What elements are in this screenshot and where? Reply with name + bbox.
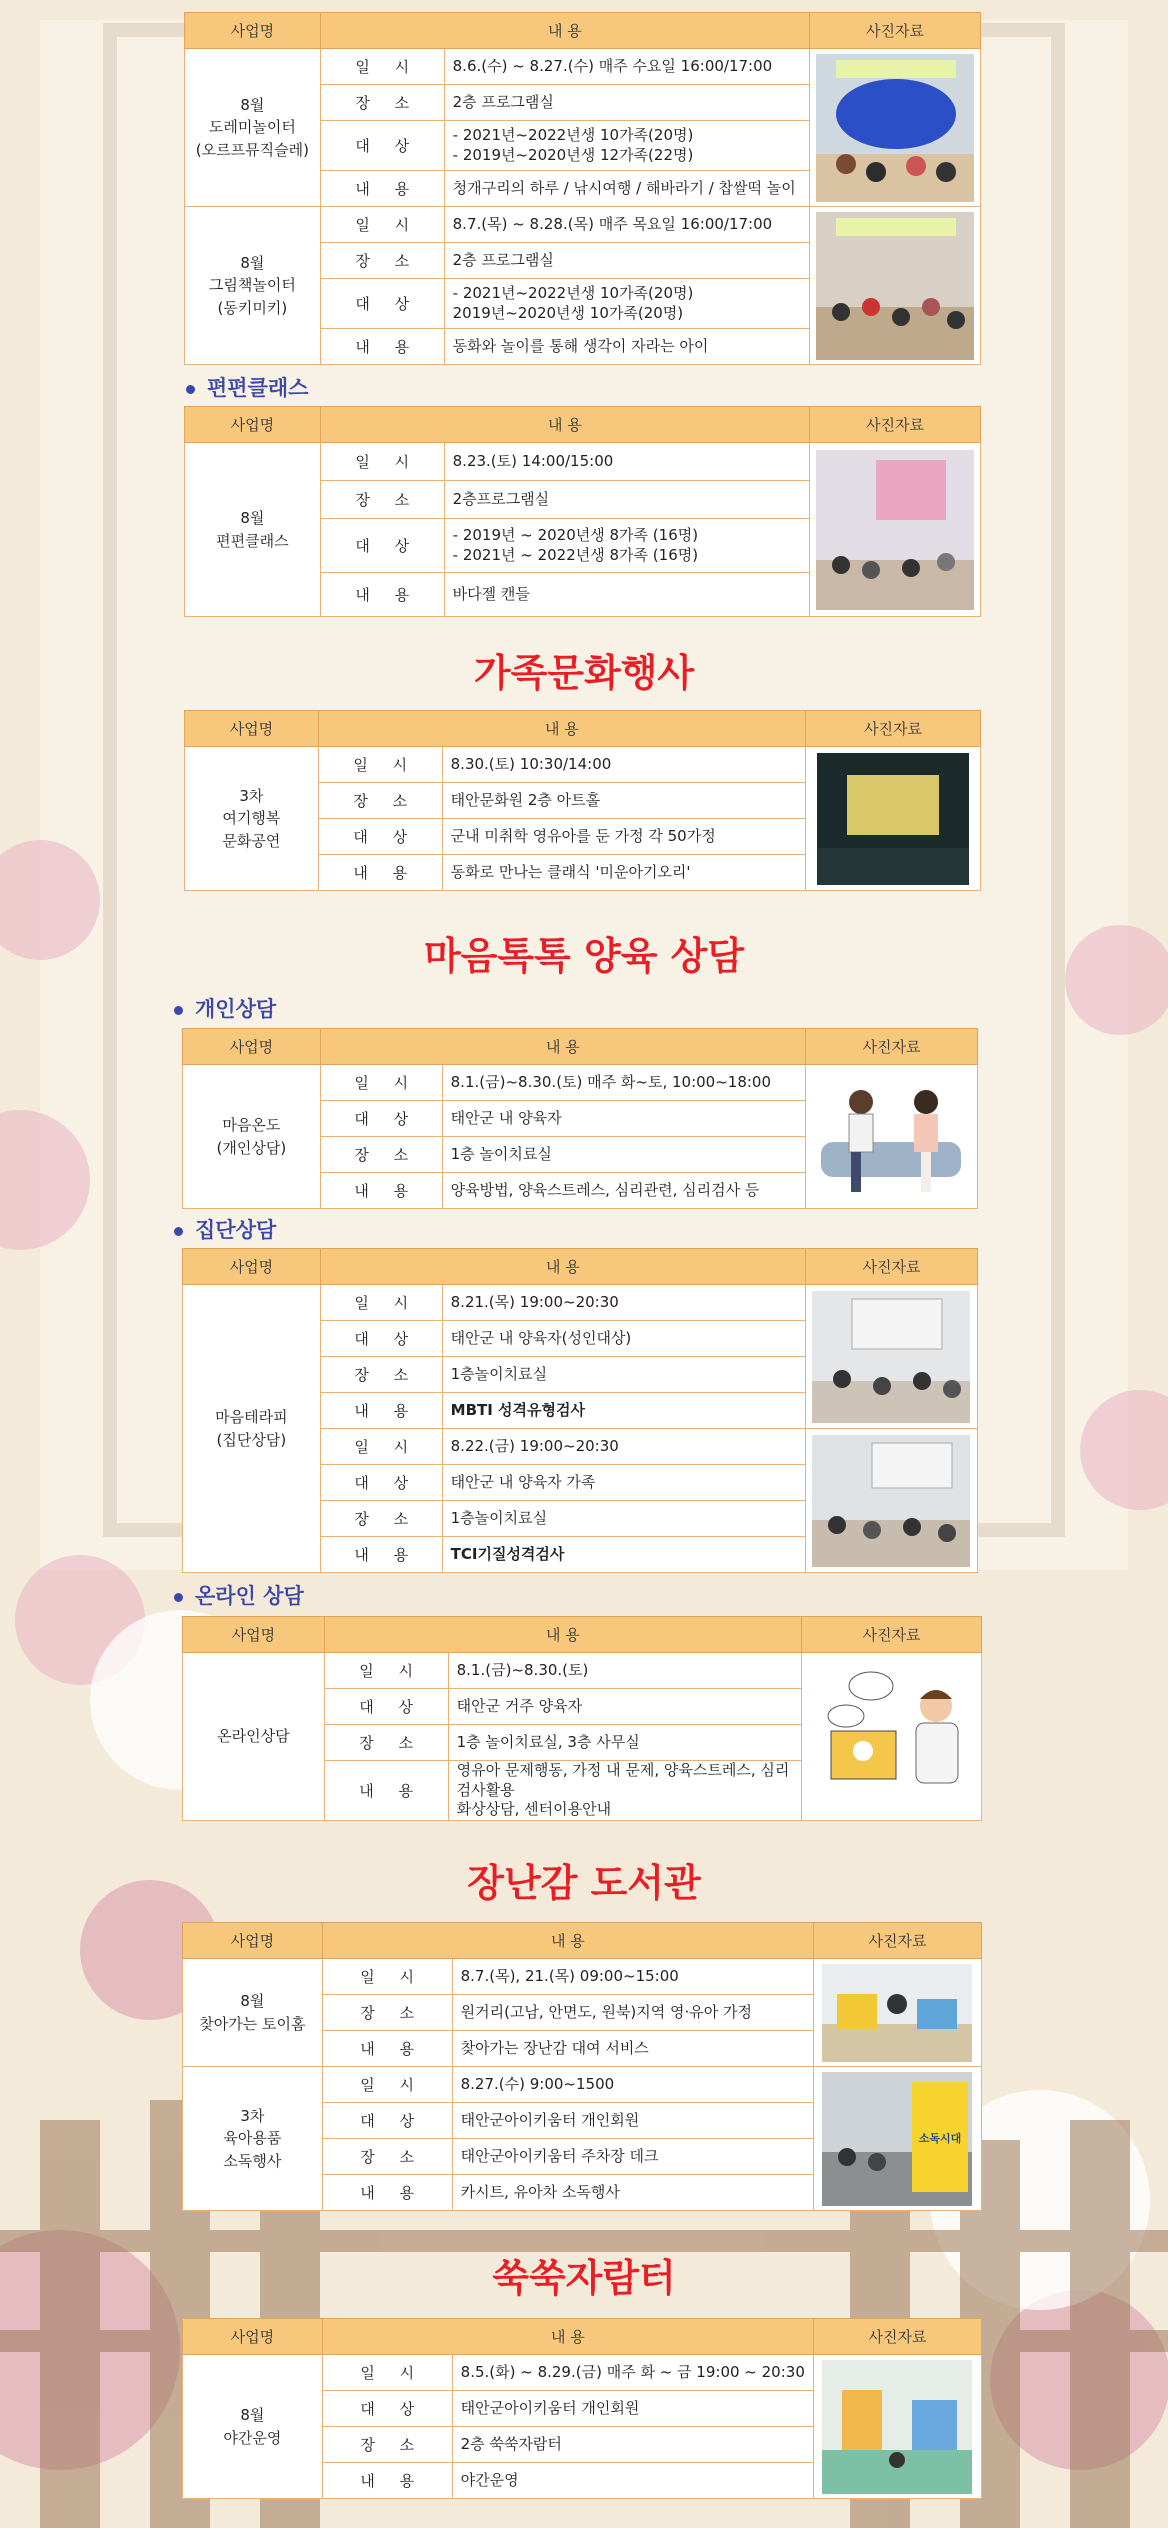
label-place: 장 소 xyxy=(320,1357,442,1393)
activity-photo-icon xyxy=(816,212,974,360)
value-place: 1층 놀이치료실 xyxy=(442,1137,805,1173)
label-date: 일 시 xyxy=(320,1065,442,1101)
value-place: 원거리(고남, 안면도, 원북)지역 영·유아 가정 xyxy=(452,1995,813,2031)
label-target: 대 상 xyxy=(320,1321,442,1357)
label-content: 내 용 xyxy=(320,1393,442,1429)
header-name: 사업명 xyxy=(183,1923,323,1959)
value-place: 1층 놀이치료실, 3층 사무실 xyxy=(448,1725,801,1761)
header-content: 내 용 xyxy=(320,13,809,49)
program-table-3 xyxy=(184,710,981,891)
activity-photo-icon xyxy=(812,1291,970,1423)
label-place: 장 소 xyxy=(320,85,444,121)
label-place: 장 소 xyxy=(322,2139,452,2175)
label-date: 일 시 xyxy=(324,1653,448,1689)
header-content: 내 용 xyxy=(320,1029,805,1065)
value-target: 태안군 내 양육자 가족 xyxy=(442,1465,805,1501)
label-content: 내 용 xyxy=(322,2175,452,2211)
program-name: 8월 도레미놀이터 (오르프뮤직슬레) xyxy=(185,49,321,207)
header-name: 사업명 xyxy=(183,2319,323,2355)
label-date: 일 시 xyxy=(320,49,444,85)
toy-delivery-photo-icon xyxy=(822,1964,972,2062)
photo-cell xyxy=(813,2067,981,2211)
value-date: 8.1.(금)~8.30.(토) xyxy=(448,1653,801,1689)
section-subtitle: 집단상담 xyxy=(195,1218,277,1242)
value-place: 1층놀이치료실 xyxy=(442,1357,805,1393)
header-photo: 사진자료 xyxy=(813,2319,981,2355)
value-date: 8.27.(수) 9:00~1500 xyxy=(452,2067,813,2103)
header-photo: 사진자료 xyxy=(809,407,980,443)
header-photo: 사진자료 xyxy=(813,1923,981,1959)
label-date: 일 시 xyxy=(322,2067,452,2103)
value-content: 카시트, 유아차 소독행사 xyxy=(452,2175,813,2211)
label-date: 일 시 xyxy=(318,747,442,783)
photo-cell xyxy=(809,49,980,207)
section-bullet xyxy=(174,993,276,1023)
photo-cell xyxy=(805,1429,977,1573)
program-table-5 xyxy=(182,1248,978,1573)
photo-cell xyxy=(801,1653,981,1821)
program-name: 8월 그림책놀이터 (동키미키) xyxy=(185,207,321,365)
value-content: 바다젤 캔들 xyxy=(444,573,809,617)
value-place: 2층 프로그램실 xyxy=(444,85,809,121)
bullet-dot-icon xyxy=(174,1006,183,1015)
value-place: 2층 쑥쑥자람터 xyxy=(452,2427,813,2463)
label-content: 내 용 xyxy=(320,1537,442,1573)
value-content: 찾아가는 장난감 대여 서비스 xyxy=(452,2031,813,2067)
value-target: 태안군 거주 양육자 xyxy=(448,1689,801,1725)
label-content: 내 용 xyxy=(320,329,444,365)
value-content: MBTI 성격유형검사 xyxy=(442,1393,805,1429)
value-content: TCI기질성격검사 xyxy=(442,1537,805,1573)
label-target: 대 상 xyxy=(318,819,442,855)
header-content: 내 용 xyxy=(324,1617,801,1653)
value-content: 영유아 문제행동, 가정 내 문제, 양육스트레스, 심리검사활용 화상상담, 센터이용안내 xyxy=(448,1761,801,1821)
program-table-4 xyxy=(182,1028,978,1209)
program-table-2 xyxy=(184,406,981,617)
bullet-dot-icon xyxy=(174,1227,183,1236)
photo-cell xyxy=(805,1065,977,1209)
section-bullet xyxy=(174,1214,276,1244)
label-target: 대 상 xyxy=(322,2103,452,2139)
program-table-8 xyxy=(182,2318,982,2499)
header-name: 사업명 xyxy=(185,13,321,49)
label-date: 일 시 xyxy=(320,1285,442,1321)
value-place: 태안군아이키움터 주차장 데크 xyxy=(452,2139,813,2175)
label-target: 대 상 xyxy=(324,1689,448,1725)
header-photo: 사진자료 xyxy=(801,1617,981,1653)
label-target: 대 상 xyxy=(320,519,444,573)
program-table-7 xyxy=(182,1922,982,2211)
header-content: 내 용 xyxy=(318,711,805,747)
label-content: 내 용 xyxy=(322,2463,452,2499)
value-place: 2층 프로그램실 xyxy=(444,243,809,279)
program-name: 마음테라피 (집단상담) xyxy=(183,1285,321,1573)
label-date: 일 시 xyxy=(322,1959,452,1995)
sterilization-sign: 소독시대 xyxy=(919,2131,962,2145)
activity-photo-icon xyxy=(812,1435,970,1567)
label-target: 대 상 xyxy=(320,1465,442,1501)
value-content: 동화와 놀이를 통해 생각이 자라는 아이 xyxy=(444,329,809,365)
value-target: 태안군아이키움터 개인회원 xyxy=(452,2103,813,2139)
header-content: 내 용 xyxy=(322,2319,813,2355)
label-date: 일 시 xyxy=(320,443,444,481)
value-target: - 2021년~2022년생 10가족(20명) 2019년~2020년생 10가족(20명) xyxy=(444,279,809,329)
photo-cell xyxy=(809,443,980,617)
header-name: 사업명 xyxy=(185,407,321,443)
photo-cell xyxy=(813,1959,981,2067)
stage-photo-icon xyxy=(817,753,969,885)
label-content: 내 용 xyxy=(320,1173,442,1209)
playroom-photo-icon xyxy=(822,2360,972,2494)
value-date: 8.21.(목) 19:00~20:30 xyxy=(442,1285,805,1321)
program-name: 온라인상담 xyxy=(183,1653,325,1821)
label-date: 일 시 xyxy=(320,1429,442,1465)
label-content: 내 용 xyxy=(324,1761,448,1821)
program-table-6 xyxy=(182,1616,982,1821)
photo-cell xyxy=(809,207,980,365)
header-content: 내 용 xyxy=(322,1923,813,1959)
header-photo: 사진자료 xyxy=(805,1249,977,1285)
value-target: 태안군아이키움터 개인회원 xyxy=(452,2391,813,2427)
section-bullet xyxy=(186,372,308,402)
program-name: 8월 찾아가는 토이홈 xyxy=(183,1959,323,2067)
header-content: 내 용 xyxy=(320,407,809,443)
label-target: 대 상 xyxy=(320,279,444,329)
label-content: 내 용 xyxy=(322,2031,452,2067)
value-date: 8.5.(화) ~ 8.29.(금) 매주 화 ~ 금 19:00 ~ 20:30 xyxy=(452,2355,813,2391)
program-name: 8월 야간운영 xyxy=(183,2355,323,2499)
program-table-1 xyxy=(184,12,981,365)
value-content: 청개구리의 하루 / 낚시여행 / 해바라기 / 찹쌀떡 놀이 xyxy=(444,171,809,207)
label-date: 일 시 xyxy=(320,207,444,243)
photo-cell xyxy=(806,747,981,891)
program-name: 3차 육아용품 소독행사 xyxy=(183,2067,323,2211)
value-date: 8.23.(토) 14:00/15:00 xyxy=(444,443,809,481)
section-bullet xyxy=(174,1580,304,1610)
section-title: 장난감 도서관 xyxy=(467,1861,701,1905)
header-name: 사업명 xyxy=(183,1617,325,1653)
program-name: 마음온도 (개인상담) xyxy=(183,1065,321,1209)
label-place: 장 소 xyxy=(322,1995,452,2031)
program-name: 8월 편편클래스 xyxy=(185,443,321,617)
online-counseling-illustration-icon xyxy=(811,1661,971,1811)
value-date: 8.6.(수) ~ 8.27.(수) 매주 수요일 16:00/17:00 xyxy=(444,49,809,85)
value-date: 8.30.(토) 10:30/14:00 xyxy=(442,747,805,783)
value-target: - 2021년~2022년생 10가족(20명) - 2019년~2020년생 12가족(22명) xyxy=(444,121,809,171)
label-place: 장 소 xyxy=(320,481,444,519)
photo-cell xyxy=(805,1285,977,1429)
value-target: 태안군 내 양육자(성인대상) xyxy=(442,1321,805,1357)
label-place: 장 소 xyxy=(324,1725,448,1761)
value-target: 군내 미취학 영유아를 둔 가정 각 50가정 xyxy=(442,819,805,855)
bullet-dot-icon xyxy=(174,1593,183,1602)
label-content: 내 용 xyxy=(318,855,442,891)
label-date: 일 시 xyxy=(322,2355,452,2391)
label-place: 장 소 xyxy=(320,243,444,279)
header-photo: 사진자료 xyxy=(805,1029,977,1065)
label-place: 장 소 xyxy=(320,1137,442,1173)
header-photo: 사진자료 xyxy=(806,711,981,747)
value-target: - 2019년 ~ 2020년생 8가족 (16명) - 2021년 ~ 2022년생 8가족 (16명) xyxy=(444,519,809,573)
value-content: 야간운영 xyxy=(452,2463,813,2499)
label-place: 장 소 xyxy=(320,1501,442,1537)
value-content: 동화로 만나는 클래식 '미운아기오리' xyxy=(442,855,805,891)
header-name: 사업명 xyxy=(183,1029,321,1065)
label-content: 내 용 xyxy=(320,171,444,207)
label-content: 내 용 xyxy=(320,573,444,617)
section-title: 가족문화행사 xyxy=(473,651,695,695)
photo-cell xyxy=(813,2355,981,2499)
label-place: 장 소 xyxy=(318,783,442,819)
value-date: 8.1.(금)~8.30.(토) 매주 화~토, 10:00~18:00 xyxy=(442,1065,805,1101)
label-target: 대 상 xyxy=(320,121,444,171)
sterilization-event-photo-icon xyxy=(822,2072,972,2206)
counseling-illustration-icon xyxy=(811,1072,971,1202)
value-place: 1층놀이치료실 xyxy=(442,1501,805,1537)
section-title: 마음톡톡 양육 상담 xyxy=(423,934,745,978)
bullet-dot-icon xyxy=(186,385,195,394)
value-place: 2층프로그램실 xyxy=(444,481,809,519)
program-name: 3차 여기행복 문화공연 xyxy=(185,747,319,891)
activity-photo-icon xyxy=(816,54,974,202)
label-place: 장 소 xyxy=(322,2427,452,2463)
section-subtitle: 개인상담 xyxy=(195,997,277,1021)
header-photo: 사진자료 xyxy=(809,13,980,49)
section-subtitle: 편편클래스 xyxy=(207,376,309,400)
header-name: 사업명 xyxy=(185,711,319,747)
value-content: 양육방법, 양육스트레스, 심리관련, 심리검사 등 xyxy=(442,1173,805,1209)
value-date: 8.7.(목), 21.(목) 09:00~15:00 xyxy=(452,1959,813,1995)
activity-photo-icon xyxy=(816,450,974,610)
section-title: 쑥쑥자람터 xyxy=(492,2256,676,2300)
value-target: 태안군 내 양육자 xyxy=(442,1101,805,1137)
header-name: 사업명 xyxy=(183,1249,321,1285)
header-content: 내 용 xyxy=(320,1249,805,1285)
value-place: 태안문화원 2층 아트홀 xyxy=(442,783,805,819)
label-target: 대 상 xyxy=(320,1101,442,1137)
value-date: 8.7.(목) ~ 8.28.(목) 매주 목요일 16:00/17:00 xyxy=(444,207,809,243)
value-date: 8.22.(금) 19:00~20:30 xyxy=(442,1429,805,1465)
section-subtitle: 온라인 상담 xyxy=(195,1584,304,1608)
label-target: 대 상 xyxy=(322,2391,452,2427)
